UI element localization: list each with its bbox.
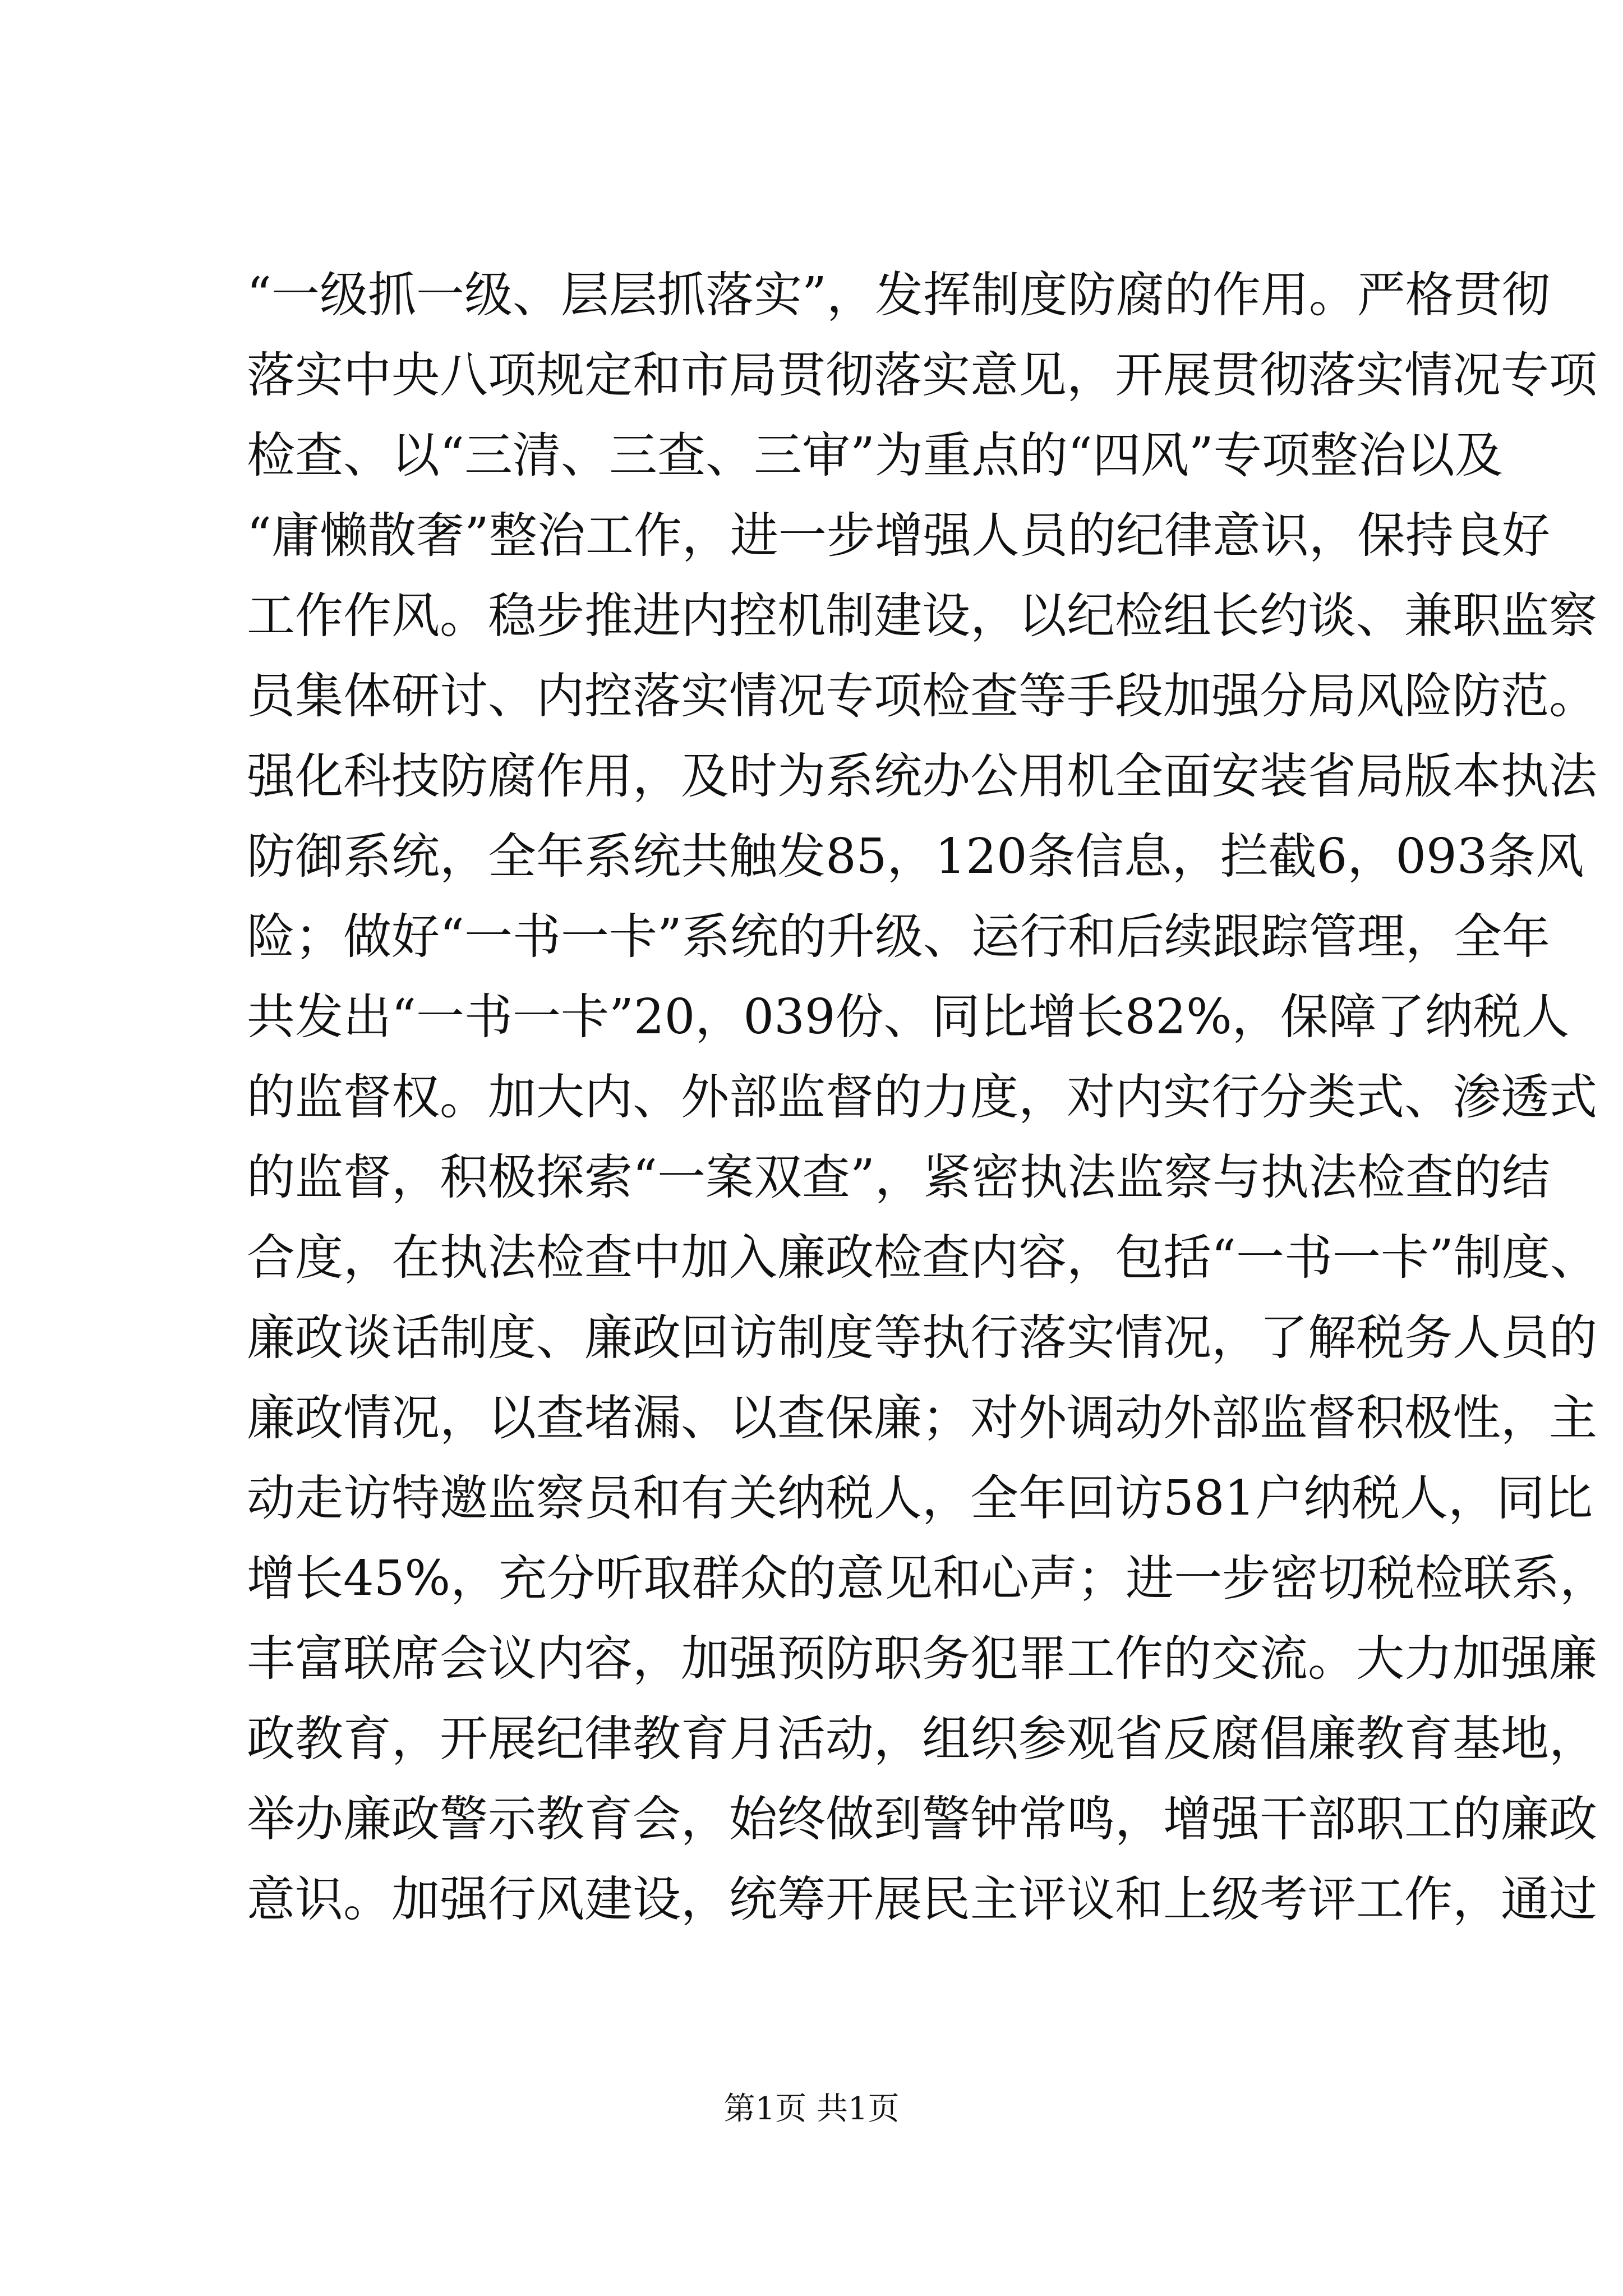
text-line-8: 防御系统，全年系统共触发85，120条信息，拦截6，093条风: [247, 829, 1584, 885]
text-line-13: 合度，在执法检查中加入廉政检查内容，包括“一书一卡”制度、: [247, 1230, 1598, 1286]
page-number-footer: 第1页 共1页: [723, 2091, 900, 2127]
text-line-20: 举办廉政警示教育会，始终做到警钟常鸣，增强干部职工的廉政: [247, 1791, 1597, 1847]
text-line-6: 员集体研讨、内控落实情况专项检查等手段加强分局风险防范。: [247, 668, 1597, 724]
text-line-14: 廉政谈话制度、廉政回访制度等执行落实情况，了解税务人员的: [247, 1310, 1597, 1366]
text-line-2: 落实中央八项规定和市局贯彻落实意见，开展贯彻落实情况专项: [247, 347, 1597, 403]
text-line-10: 共发出“一书一卡”20，039份、同比增长82%，保障了纳税人: [247, 989, 1570, 1045]
text-line-4: “庸懒散奢”整治工作，进一步增强人员的纪律意识，保持良好: [247, 508, 1550, 564]
text-line-17: 增长45%，充分听取群众的意见和心声；进一步密切税检联系，: [247, 1550, 1608, 1607]
text-line-7: 强化科技防腐作用，及时为系统办公用机全面安装省局版本执法: [247, 748, 1597, 804]
text-line-18: 丰富联席会议内容，加强预防职务犯罪工作的交流。大力加强廉: [247, 1631, 1597, 1687]
text-line-3: 检查、以“三清、三查、三审”为重点的“四风”专项整治以及: [247, 427, 1503, 484]
text-line-5: 工作作风。稳步推进内控机制建设，以纪检组长约谈、兼职监察: [247, 588, 1597, 644]
text-line-16: 动走访特邀监察员和有关纳税人，全年回访581户纳税人，同比: [247, 1470, 1593, 1526]
text-line-9: 险；做好“一书一卡”系统的升级、运行和后续跟踪管理，全年: [247, 909, 1550, 965]
text-line-1: “一级抓一级、层层抓落实”，发挥制度防腐的作用。严格贯彻: [247, 267, 1550, 323]
text-line-15: 廉政情况，以查堵漏、以查保廉；对外调动外部监督积极性，主: [247, 1390, 1597, 1446]
body-paragraph: [247, 255, 1608, 1940]
text-line-21: 意识。加强行风建设，统筹开展民主评议和上级考评工作，通过: [247, 1871, 1597, 1927]
text-line-11: 的监督权。加大内、外部监督的力度，对内实行分类式、渗透式: [247, 1069, 1597, 1125]
text-line-19: 政教育，开展纪律教育月活动，组织参观省反腐倡廉教育基地，: [247, 1711, 1597, 1767]
text-line-12: 的监督，积极探索“一案双查”，紧密执法监察与执法检查的结: [247, 1149, 1550, 1205]
